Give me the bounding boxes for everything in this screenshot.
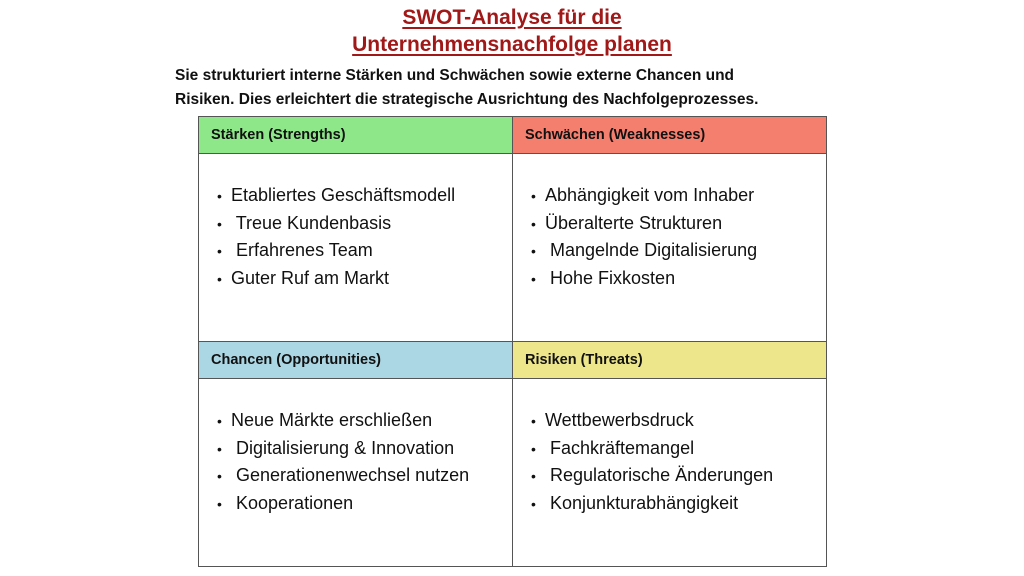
quadrant-header-threats: Risiken (Threats): [513, 342, 826, 379]
bullet-icon: •: [531, 270, 536, 287]
list-item: • Regulatorische Änderungen: [531, 462, 826, 490]
bullet-icon: •: [217, 243, 222, 259]
bullet-icon: •: [217, 440, 222, 457]
bullet-icon: •: [531, 495, 536, 512]
list-item: • Treue Kundenbasis: [217, 210, 512, 238]
list-item: • Etabliertes Geschäftsmodell: [217, 182, 512, 210]
title-line-1: SWOT-Analyse für die: [402, 6, 622, 29]
list-item: • Digitalisierung & Innovation: [217, 435, 512, 463]
bullet-icon: •: [217, 215, 222, 232]
list-item: • Neue Märkte erschließen: [217, 407, 512, 435]
intro-line-2: Risiken. Dies erleichtert die strategische Ausrichtung des Nachfolgeprozesses.: [175, 91, 759, 108]
quadrant-opportunities: [199, 342, 513, 566]
intro-line-1: Sie strukturiert interne Stärken und Schwächen sowie externe Chancen und: [175, 67, 735, 84]
bullet-icon: •: [531, 243, 536, 259]
bullet-icon: •: [531, 215, 536, 232]
page-title: [0, 4, 1024, 58]
bullet-icon: •: [531, 188, 536, 204]
list-item: • Hohe Fixkosten: [531, 265, 826, 293]
list-item: • Fachkräftemangel: [531, 435, 826, 463]
list-item: • Erfahrenes Team: [217, 237, 512, 265]
list-item: • Konjunkturabhängigkeit: [531, 490, 826, 518]
opportunities-list: [199, 379, 512, 517]
bullet-icon: •: [531, 440, 536, 457]
bullet-icon: •: [531, 468, 536, 484]
bullet-icon: •: [217, 468, 222, 484]
intro-text: [175, 64, 855, 112]
quadrant-strengths: [199, 117, 513, 342]
quadrant-threats: [513, 342, 826, 566]
list-item: • Guter Ruf am Markt: [217, 265, 512, 293]
list-item: • Mangelnde Digitalisierung: [531, 237, 826, 265]
list-item: • Kooperationen: [217, 490, 512, 518]
bullet-icon: •: [531, 413, 536, 429]
quadrant-header-weaknesses: Schwächen (Weaknesses): [513, 117, 826, 154]
quadrant-header-opportunities: Chancen (Opportunities): [199, 342, 512, 379]
list-item: • Generationenwechsel nutzen: [217, 462, 512, 490]
bullet-icon: •: [217, 495, 222, 512]
list-item: • Abhängigkeit vom Inhaber: [531, 182, 826, 210]
list-item: • Wettbewerbsdruck: [531, 407, 826, 435]
list-item: • Überalterte Strukturen: [531, 210, 826, 238]
threats-list: [513, 379, 826, 517]
weaknesses-list: [513, 154, 826, 292]
strengths-list: [199, 154, 512, 292]
bullet-icon: •: [217, 270, 222, 287]
quadrant-weaknesses: [513, 117, 826, 342]
title-line-2: Unternehmensnachfolge planen: [352, 33, 672, 56]
bullet-icon: •: [217, 188, 222, 204]
quadrant-header-strengths: Stärken (Strengths): [199, 117, 512, 154]
swot-grid: [198, 116, 827, 567]
bullet-icon: •: [217, 413, 222, 429]
